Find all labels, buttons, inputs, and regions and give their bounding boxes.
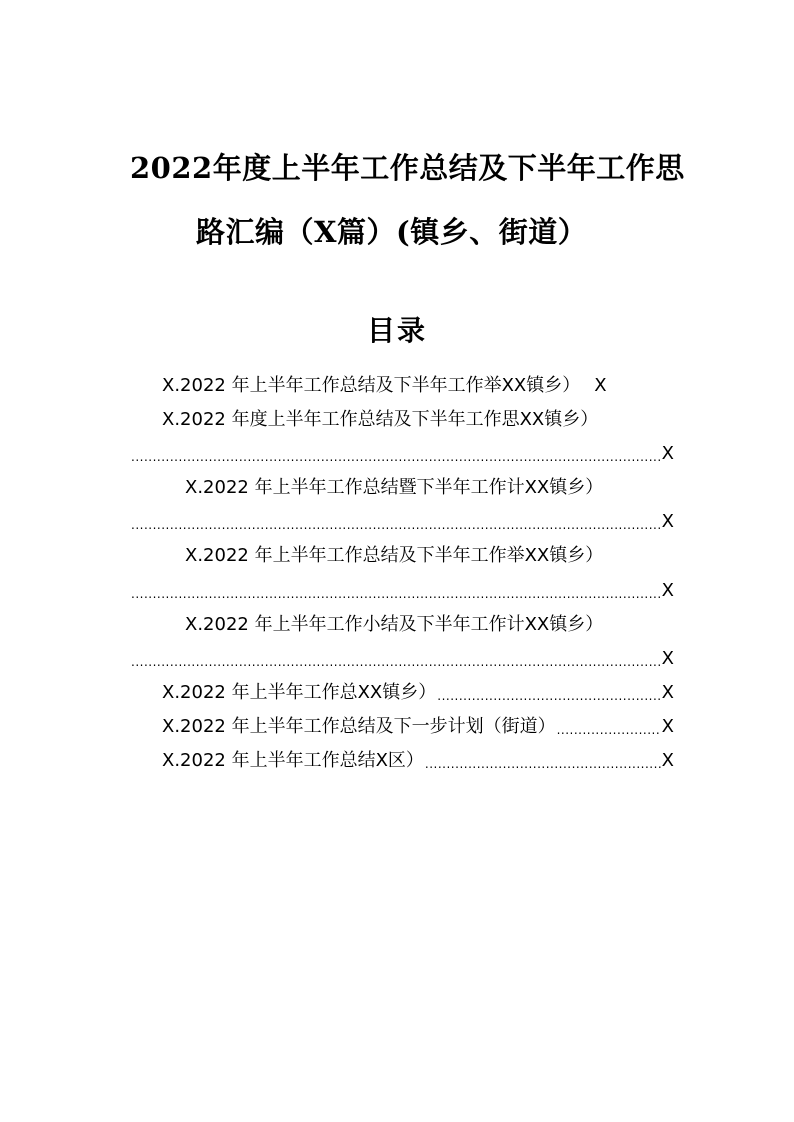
toc-entry-2-leader bbox=[130, 440, 674, 466]
toc-entry-7[interactable] bbox=[162, 713, 674, 739]
toc-entry-page: X bbox=[661, 716, 674, 737]
toc-entry-page: X bbox=[661, 511, 674, 532]
toc-dot-leader bbox=[131, 448, 661, 466]
toc-entry-text: X.2022 年上半年工作总结及下一步计划（街道） bbox=[162, 716, 556, 737]
toc-entry-4[interactable] bbox=[185, 542, 674, 568]
toc-entry-5-leader bbox=[130, 645, 674, 671]
toc-entry-text: X.2022 年度上半年工作总结及下半年工作思XX镇乡） bbox=[162, 409, 599, 430]
toc-dot-leader bbox=[557, 721, 661, 739]
toc-entry-4-leader bbox=[130, 577, 674, 603]
toc-entry-text: X.2022 年上半年工作总结X区） bbox=[162, 750, 424, 771]
toc-entry-page: X bbox=[594, 375, 607, 396]
toc-entry-3[interactable] bbox=[185, 474, 674, 500]
toc-entry-page: X bbox=[661, 750, 674, 771]
toc-dot-leader bbox=[131, 653, 661, 671]
toc-entry-text: X.2022 年上半年工作总XX镇乡） bbox=[162, 682, 437, 703]
document-title-line-1: 2022年度上半年工作总结及下半年工作思 bbox=[130, 151, 685, 185]
document-title-line-2: 路汇编（X篇）(镇乡、街道） bbox=[196, 215, 588, 249]
toc-entry-page: X bbox=[661, 682, 674, 703]
toc-entry-page: X bbox=[661, 443, 674, 464]
toc-dot-leader bbox=[131, 516, 661, 534]
toc-entry-text: X.2022 年上半年工作小结及下半年工作计XX镇乡） bbox=[185, 614, 604, 635]
toc-entry-text: X.2022 年上半年工作总结及下半年工作举XX镇乡） bbox=[162, 375, 581, 396]
toc-entry-6[interactable] bbox=[162, 679, 674, 705]
toc-entry-8[interactable] bbox=[162, 747, 674, 773]
toc-entry-5[interactable] bbox=[185, 611, 674, 637]
toc-entry-3-leader bbox=[130, 508, 674, 534]
toc-heading: 目录 bbox=[366, 314, 427, 347]
toc-entry-text: X.2022 年上半年工作总结及下半年工作举XX镇乡） bbox=[185, 545, 604, 566]
toc-dot-leader bbox=[437, 687, 660, 705]
toc-dot-leader bbox=[131, 585, 661, 603]
toc-entry-text: X.2022 年上半年工作总结暨下半年工作计XX镇乡） bbox=[185, 477, 604, 498]
toc-entry-page: X bbox=[661, 580, 674, 601]
toc-entry-page: X bbox=[661, 648, 674, 669]
toc-entry-1[interactable] bbox=[162, 372, 674, 398]
toc-dot-leader bbox=[425, 755, 661, 773]
toc-entry-2[interactable] bbox=[162, 406, 674, 432]
